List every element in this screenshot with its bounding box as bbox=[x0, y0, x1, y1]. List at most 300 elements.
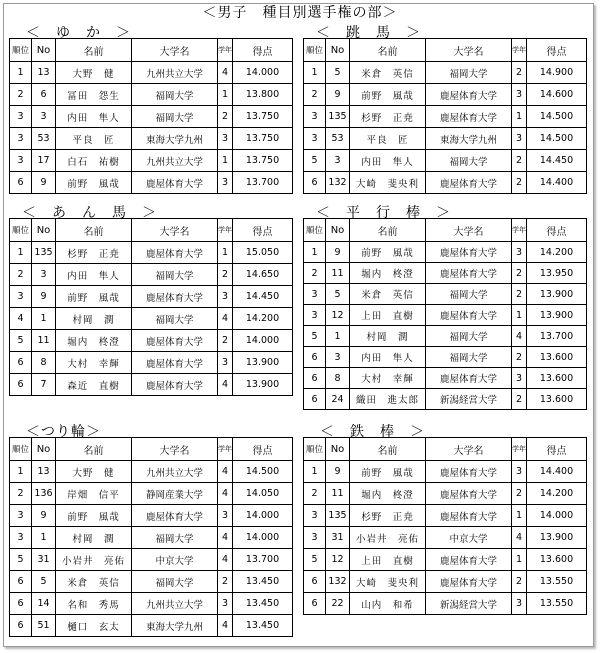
column-header-year: 学年 bbox=[218, 438, 233, 461]
cell-year: 4 bbox=[218, 62, 233, 84]
cell-year: 1 bbox=[512, 505, 527, 527]
cell-no: 135 bbox=[326, 106, 350, 128]
cell-rank: 4 bbox=[10, 308, 32, 330]
table-row bbox=[304, 284, 587, 305]
cell-year: 4 bbox=[218, 527, 233, 549]
cell-no: 24 bbox=[326, 389, 350, 410]
table-row bbox=[10, 461, 293, 483]
cell-rank: 2 bbox=[10, 84, 32, 106]
page-title: ＜男子 種目別選手権の部＞ bbox=[202, 5, 398, 21]
table-row bbox=[10, 615, 293, 637]
table-row bbox=[304, 483, 587, 505]
cell-university: 鹿屋体育大学 bbox=[132, 352, 218, 374]
cell-no: 3 bbox=[32, 106, 56, 128]
cell-university: 新潟経営大学 bbox=[426, 593, 512, 615]
cell-name: 白石 祐樹 bbox=[56, 150, 132, 172]
table-row bbox=[304, 263, 587, 284]
cell-score: 13.750 bbox=[233, 106, 293, 128]
cell-rank: 5 bbox=[10, 330, 32, 352]
cell-name: 名和 秀馬 bbox=[56, 593, 132, 615]
cell-rank: 6 bbox=[10, 374, 32, 396]
cell-no: 13 bbox=[32, 461, 56, 483]
column-header-year: 学年 bbox=[512, 219, 527, 242]
cell-rank: 3 bbox=[10, 527, 32, 549]
cell-name: 堀内 柊澄 bbox=[350, 483, 426, 505]
table-row bbox=[10, 242, 293, 264]
cell-rank: 1 bbox=[10, 242, 32, 264]
column-header-university: 大学名 bbox=[426, 219, 512, 242]
cell-rank: 1 bbox=[10, 461, 32, 483]
table-row bbox=[10, 172, 293, 194]
cell-score: 14.000 bbox=[233, 330, 293, 352]
column-header-score: 得点 bbox=[527, 438, 587, 461]
cell-no: 53 bbox=[32, 128, 56, 150]
cell-score: 13.700 bbox=[527, 326, 587, 347]
cell-no: 5 bbox=[326, 284, 350, 305]
table-row bbox=[304, 106, 587, 128]
table-row bbox=[10, 106, 293, 128]
cell-university: 鹿屋体育大学 bbox=[426, 505, 512, 527]
column-header-no: No bbox=[326, 438, 350, 461]
cell-name: 内田 隼人 bbox=[56, 264, 132, 286]
cell-year: 3 bbox=[512, 368, 527, 389]
table-row bbox=[304, 368, 587, 389]
column-header-university: 大学名 bbox=[132, 39, 218, 62]
table-row bbox=[10, 352, 293, 374]
cell-score: 13.450 bbox=[233, 571, 293, 593]
cell-university: 九州共立大学 bbox=[132, 150, 218, 172]
cell-university: 中京大学 bbox=[426, 527, 512, 549]
cell-rank: 6 bbox=[304, 571, 326, 593]
cell-year: 4 bbox=[218, 549, 233, 571]
table-row bbox=[304, 461, 587, 483]
table-row bbox=[304, 571, 587, 593]
cell-rank: 5 bbox=[304, 549, 326, 571]
header-row bbox=[304, 438, 587, 461]
column-header-rank: 順位 bbox=[10, 39, 32, 62]
cell-rank: 6 bbox=[10, 571, 32, 593]
cell-no: 9 bbox=[32, 505, 56, 527]
cell-no: 11 bbox=[32, 330, 56, 352]
column-header-no: No bbox=[32, 438, 56, 461]
column-header-no: No bbox=[32, 39, 56, 62]
cell-score: 15.050 bbox=[233, 242, 293, 264]
cell-rank: 2 bbox=[304, 483, 326, 505]
cell-name: 大村 幸輝 bbox=[56, 352, 132, 374]
cell-university: 鹿屋体育大学 bbox=[426, 368, 512, 389]
cell-score: 13.700 bbox=[233, 549, 293, 571]
cell-year: 2 bbox=[218, 106, 233, 128]
cell-score: 14.000 bbox=[233, 505, 293, 527]
cell-year: 1 bbox=[512, 305, 527, 326]
cell-no: 8 bbox=[326, 368, 350, 389]
cell-no: 3 bbox=[326, 150, 350, 172]
cell-no: 8 bbox=[32, 352, 56, 374]
cell-name: 堀内 柊澄 bbox=[350, 263, 426, 284]
cell-university: 九州共立大学 bbox=[132, 461, 218, 483]
header-row bbox=[10, 219, 293, 242]
cell-score: 13.900 bbox=[233, 374, 293, 396]
cell-name: 杉野 正尭 bbox=[350, 106, 426, 128]
cell-rank: 3 bbox=[10, 150, 32, 172]
results-table-floor bbox=[9, 38, 293, 194]
cell-score: 13.550 bbox=[527, 593, 587, 615]
cell-score: 14.000 bbox=[233, 62, 293, 84]
cell-name: 内田 隼人 bbox=[350, 150, 426, 172]
column-header-university: 大学名 bbox=[426, 438, 512, 461]
cell-university: 鹿屋体育大学 bbox=[426, 106, 512, 128]
cell-no: 1 bbox=[326, 326, 350, 347]
cell-rank: 5 bbox=[304, 326, 326, 347]
cell-rank: 6 bbox=[304, 172, 326, 194]
column-header-rank: 順位 bbox=[304, 219, 326, 242]
table-row bbox=[10, 593, 293, 615]
cell-score: 14.500 bbox=[527, 106, 587, 128]
cell-rank: 3 bbox=[304, 284, 326, 305]
table-row bbox=[304, 326, 587, 347]
table-row bbox=[10, 286, 293, 308]
event-title-vault: ＜ 跳 馬 ＞ bbox=[316, 25, 421, 41]
cell-university: 福岡大学 bbox=[426, 326, 512, 347]
cell-name: 平良 匠 bbox=[350, 128, 426, 150]
cell-university: 鹿屋体育大学 bbox=[426, 242, 512, 263]
cell-rank: 1 bbox=[304, 62, 326, 84]
cell-name: 平良 匠 bbox=[56, 128, 132, 150]
cell-university: 新潟経営大学 bbox=[426, 389, 512, 410]
cell-score: 14.450 bbox=[527, 150, 587, 172]
cell-name: 内田 隼人 bbox=[350, 347, 426, 368]
cell-university: 九州共立大学 bbox=[132, 593, 218, 615]
cell-rank: 3 bbox=[304, 305, 326, 326]
cell-rank: 5 bbox=[304, 150, 326, 172]
cell-university: 鹿屋体育大学 bbox=[132, 242, 218, 264]
cell-name: 小岩井 亮佑 bbox=[350, 527, 426, 549]
table-row bbox=[304, 242, 587, 263]
table-row bbox=[304, 347, 587, 368]
cell-year: 2 bbox=[512, 150, 527, 172]
cell-year: 2 bbox=[218, 330, 233, 352]
column-header-name: 名前 bbox=[56, 219, 132, 242]
column-header-no: No bbox=[326, 219, 350, 242]
cell-rank: 3 bbox=[304, 106, 326, 128]
table-row bbox=[304, 527, 587, 549]
cell-year: 2 bbox=[512, 263, 527, 284]
cell-no: 31 bbox=[326, 527, 350, 549]
cell-university: 鹿屋体育大学 bbox=[426, 263, 512, 284]
cell-rank: 1 bbox=[10, 62, 32, 84]
cell-university: 福岡大学 bbox=[426, 284, 512, 305]
cell-year: 2 bbox=[218, 264, 233, 286]
cell-name: 前野 風哉 bbox=[350, 461, 426, 483]
cell-year: 3 bbox=[512, 242, 527, 263]
cell-year: 2 bbox=[512, 172, 527, 194]
table-row bbox=[304, 84, 587, 106]
cell-score: 14.500 bbox=[527, 128, 587, 150]
column-header-year: 学年 bbox=[218, 219, 233, 242]
cell-university: 東海大学九州 bbox=[426, 128, 512, 150]
cell-university: 中京大学 bbox=[132, 549, 218, 571]
cell-no: 1 bbox=[32, 527, 56, 549]
cell-university: 静岡産業大学 bbox=[132, 483, 218, 505]
cell-rank: 6 bbox=[10, 593, 32, 615]
cell-rank: 6 bbox=[304, 389, 326, 410]
cell-rank: 3 bbox=[304, 505, 326, 527]
cell-university: 鹿屋体育大学 bbox=[132, 505, 218, 527]
cell-score: 13.600 bbox=[527, 347, 587, 368]
cell-year: 2 bbox=[512, 284, 527, 305]
cell-rank: 3 bbox=[10, 128, 32, 150]
cell-no: 17 bbox=[32, 150, 56, 172]
cell-rank: 2 bbox=[10, 483, 32, 505]
cell-university: 福岡大学 bbox=[132, 264, 218, 286]
cell-year: 3 bbox=[218, 286, 233, 308]
cell-rank: 6 bbox=[304, 347, 326, 368]
cell-rank: 6 bbox=[10, 352, 32, 374]
cell-no: 3 bbox=[326, 347, 350, 368]
results-table-high-bar bbox=[303, 437, 587, 615]
cell-name: 杉野 正尭 bbox=[56, 242, 132, 264]
cell-no: 5 bbox=[32, 571, 56, 593]
cell-no: 9 bbox=[326, 84, 350, 106]
cell-score: 13.900 bbox=[527, 527, 587, 549]
column-header-score: 得点 bbox=[527, 39, 587, 62]
cell-rank: 3 bbox=[10, 505, 32, 527]
cell-year: 1 bbox=[512, 549, 527, 571]
cell-no: 9 bbox=[32, 172, 56, 194]
cell-score: 13.550 bbox=[527, 571, 587, 593]
cell-year: 3 bbox=[512, 461, 527, 483]
table-row bbox=[10, 374, 293, 396]
cell-no: 7 bbox=[32, 374, 56, 396]
cell-university: 鹿屋体育大学 bbox=[426, 549, 512, 571]
cell-year: 3 bbox=[218, 128, 233, 150]
cell-university: 鹿屋体育大学 bbox=[426, 571, 512, 593]
cell-score: 14.200 bbox=[527, 483, 587, 505]
cell-year: 1 bbox=[512, 106, 527, 128]
event-title-high-bar: ＜ 鉄 棒 ＞ bbox=[320, 424, 425, 440]
cell-no: 3 bbox=[32, 264, 56, 286]
cell-no: 132 bbox=[326, 571, 350, 593]
cell-university: 福岡大学 bbox=[132, 308, 218, 330]
header-row bbox=[304, 39, 587, 62]
column-header-year: 学年 bbox=[218, 39, 233, 62]
cell-rank: 2 bbox=[10, 264, 32, 286]
cell-year: 3 bbox=[218, 593, 233, 615]
cell-university: 鹿屋体育大学 bbox=[426, 461, 512, 483]
cell-name: 堀内 柊澄 bbox=[56, 330, 132, 352]
cell-name: 上田 直樹 bbox=[350, 305, 426, 326]
cell-score: 14.000 bbox=[233, 527, 293, 549]
cell-name: 米倉 英信 bbox=[56, 571, 132, 593]
cell-score: 14.450 bbox=[233, 286, 293, 308]
event-title-pommel-horse: ＜ あ ん 馬 ＞ bbox=[22, 205, 157, 221]
cell-score: 13.950 bbox=[527, 263, 587, 284]
cell-year: 2 bbox=[512, 571, 527, 593]
cell-name: 織田 進太郎 bbox=[350, 389, 426, 410]
cell-university: 福岡大学 bbox=[132, 84, 218, 106]
cell-university: 東海大学九州 bbox=[132, 615, 218, 637]
results-table-parallel-bars bbox=[303, 218, 587, 410]
table-row bbox=[10, 549, 293, 571]
cell-year: 3 bbox=[218, 172, 233, 194]
cell-name: 前野 風哉 bbox=[56, 286, 132, 308]
cell-name: 樋口 玄太 bbox=[56, 615, 132, 637]
cell-year: 3 bbox=[512, 128, 527, 150]
column-header-name: 名前 bbox=[350, 438, 426, 461]
cell-score: 14.900 bbox=[527, 62, 587, 84]
cell-year: 3 bbox=[218, 505, 233, 527]
cell-name: 森近 直樹 bbox=[56, 374, 132, 396]
table-row bbox=[10, 527, 293, 549]
column-header-name: 名前 bbox=[56, 438, 132, 461]
cell-year: 4 bbox=[512, 527, 527, 549]
table-row bbox=[10, 571, 293, 593]
table-row bbox=[10, 84, 293, 106]
table-row bbox=[10, 62, 293, 84]
cell-year: 4 bbox=[512, 326, 527, 347]
event-title-parallel-bars: ＜ 平 行 棒 ＞ bbox=[316, 205, 451, 221]
event-title-floor: ＜ ゆ か ＞ bbox=[26, 25, 131, 41]
cell-name: 前野 風哉 bbox=[350, 242, 426, 263]
table-row bbox=[304, 150, 587, 172]
cell-university: 鹿屋体育大学 bbox=[132, 374, 218, 396]
cell-year: 4 bbox=[218, 615, 233, 637]
cell-no: 53 bbox=[326, 128, 350, 150]
cell-score: 13.900 bbox=[527, 284, 587, 305]
table-row bbox=[10, 308, 293, 330]
cell-no: 9 bbox=[326, 461, 350, 483]
cell-year: 4 bbox=[218, 483, 233, 505]
cell-score: 13.800 bbox=[233, 84, 293, 106]
column-header-score: 得点 bbox=[233, 219, 293, 242]
cell-score: 13.600 bbox=[527, 368, 587, 389]
cell-score: 13.700 bbox=[233, 172, 293, 194]
cell-year: 3 bbox=[512, 593, 527, 615]
cell-rank: 3 bbox=[10, 286, 32, 308]
cell-name: 大野 健 bbox=[56, 62, 132, 84]
cell-university: 福岡大学 bbox=[132, 571, 218, 593]
table-row bbox=[304, 549, 587, 571]
cell-no: 9 bbox=[32, 286, 56, 308]
cell-university: 鹿屋体育大学 bbox=[426, 305, 512, 326]
table-row bbox=[10, 264, 293, 286]
results-table-rings bbox=[9, 437, 293, 637]
cell-score: 13.900 bbox=[233, 352, 293, 374]
cell-year: 4 bbox=[218, 461, 233, 483]
cell-score: 14.050 bbox=[233, 483, 293, 505]
cell-university: 福岡大学 bbox=[426, 62, 512, 84]
cell-no: 14 bbox=[32, 593, 56, 615]
cell-no: 12 bbox=[326, 305, 350, 326]
cell-rank: 5 bbox=[10, 549, 32, 571]
cell-no: 136 bbox=[32, 483, 56, 505]
cell-year: 2 bbox=[512, 62, 527, 84]
cell-name: 大崎 斐央利 bbox=[350, 172, 426, 194]
table-row bbox=[304, 62, 587, 84]
column-header-name: 名前 bbox=[56, 39, 132, 62]
cell-year: 3 bbox=[512, 84, 527, 106]
cell-rank: 1 bbox=[304, 242, 326, 263]
cell-no: 6 bbox=[32, 84, 56, 106]
cell-university: 東海大学九州 bbox=[132, 128, 218, 150]
column-header-rank: 順位 bbox=[304, 438, 326, 461]
header-row bbox=[10, 438, 293, 461]
cell-university: 鹿屋体育大学 bbox=[132, 330, 218, 352]
cell-no: 135 bbox=[326, 505, 350, 527]
cell-score: 14.650 bbox=[233, 264, 293, 286]
cell-score: 13.900 bbox=[527, 305, 587, 326]
cell-university: 福岡大学 bbox=[426, 347, 512, 368]
cell-university: 福岡大学 bbox=[132, 527, 218, 549]
cell-name: 大村 幸輝 bbox=[350, 368, 426, 389]
cell-name: 冨田 怨生 bbox=[56, 84, 132, 106]
cell-university: 鹿屋体育大学 bbox=[426, 172, 512, 194]
cell-rank: 2 bbox=[304, 84, 326, 106]
column-header-year: 学年 bbox=[512, 438, 527, 461]
table-row bbox=[10, 330, 293, 352]
cell-year: 1 bbox=[218, 242, 233, 264]
cell-rank: 6 bbox=[304, 368, 326, 389]
cell-year: 2 bbox=[512, 347, 527, 368]
cell-no: 135 bbox=[32, 242, 56, 264]
cell-no: 22 bbox=[326, 593, 350, 615]
column-header-score: 得点 bbox=[233, 438, 293, 461]
cell-no: 31 bbox=[32, 549, 56, 571]
cell-name: 岸畑 信平 bbox=[56, 483, 132, 505]
cell-no: 11 bbox=[326, 483, 350, 505]
cell-score: 14.000 bbox=[527, 505, 587, 527]
cell-score: 13.750 bbox=[233, 150, 293, 172]
cell-year: 1 bbox=[218, 150, 233, 172]
cell-university: 九州共立大学 bbox=[132, 62, 218, 84]
cell-score: 13.600 bbox=[527, 549, 587, 571]
table-row bbox=[304, 128, 587, 150]
table-row bbox=[304, 505, 587, 527]
cell-year: 1 bbox=[218, 84, 233, 106]
cell-name: 杉野 正尭 bbox=[350, 505, 426, 527]
table-row bbox=[304, 305, 587, 326]
cell-name: 小岩井 亮佑 bbox=[56, 549, 132, 571]
column-header-university: 大学名 bbox=[132, 219, 218, 242]
column-header-no: No bbox=[32, 219, 56, 242]
header-row bbox=[10, 39, 293, 62]
cell-year: 2 bbox=[512, 389, 527, 410]
cell-score: 14.400 bbox=[527, 461, 587, 483]
cell-name: 村岡 潤 bbox=[56, 308, 132, 330]
column-header-year: 学年 bbox=[512, 39, 527, 62]
cell-score: 13.750 bbox=[233, 128, 293, 150]
cell-no: 132 bbox=[326, 172, 350, 194]
cell-no: 1 bbox=[32, 308, 56, 330]
cell-no: 12 bbox=[326, 549, 350, 571]
cell-no: 13 bbox=[32, 62, 56, 84]
cell-university: 福岡大学 bbox=[132, 106, 218, 128]
cell-year: 4 bbox=[218, 374, 233, 396]
column-header-score: 得点 bbox=[527, 219, 587, 242]
cell-no: 51 bbox=[32, 615, 56, 637]
table-row bbox=[304, 389, 587, 410]
cell-name: 内田 隼人 bbox=[56, 106, 132, 128]
cell-name: 上田 直樹 bbox=[350, 549, 426, 571]
cell-university: 福岡大学 bbox=[426, 150, 512, 172]
cell-rank: 6 bbox=[10, 615, 32, 637]
cell-name: 前野 風哉 bbox=[56, 505, 132, 527]
cell-score: 14.600 bbox=[527, 84, 587, 106]
cell-no: 11 bbox=[326, 263, 350, 284]
cell-university: 鹿屋体育大学 bbox=[132, 172, 218, 194]
cell-rank: 6 bbox=[10, 172, 32, 194]
cell-year: 2 bbox=[512, 483, 527, 505]
